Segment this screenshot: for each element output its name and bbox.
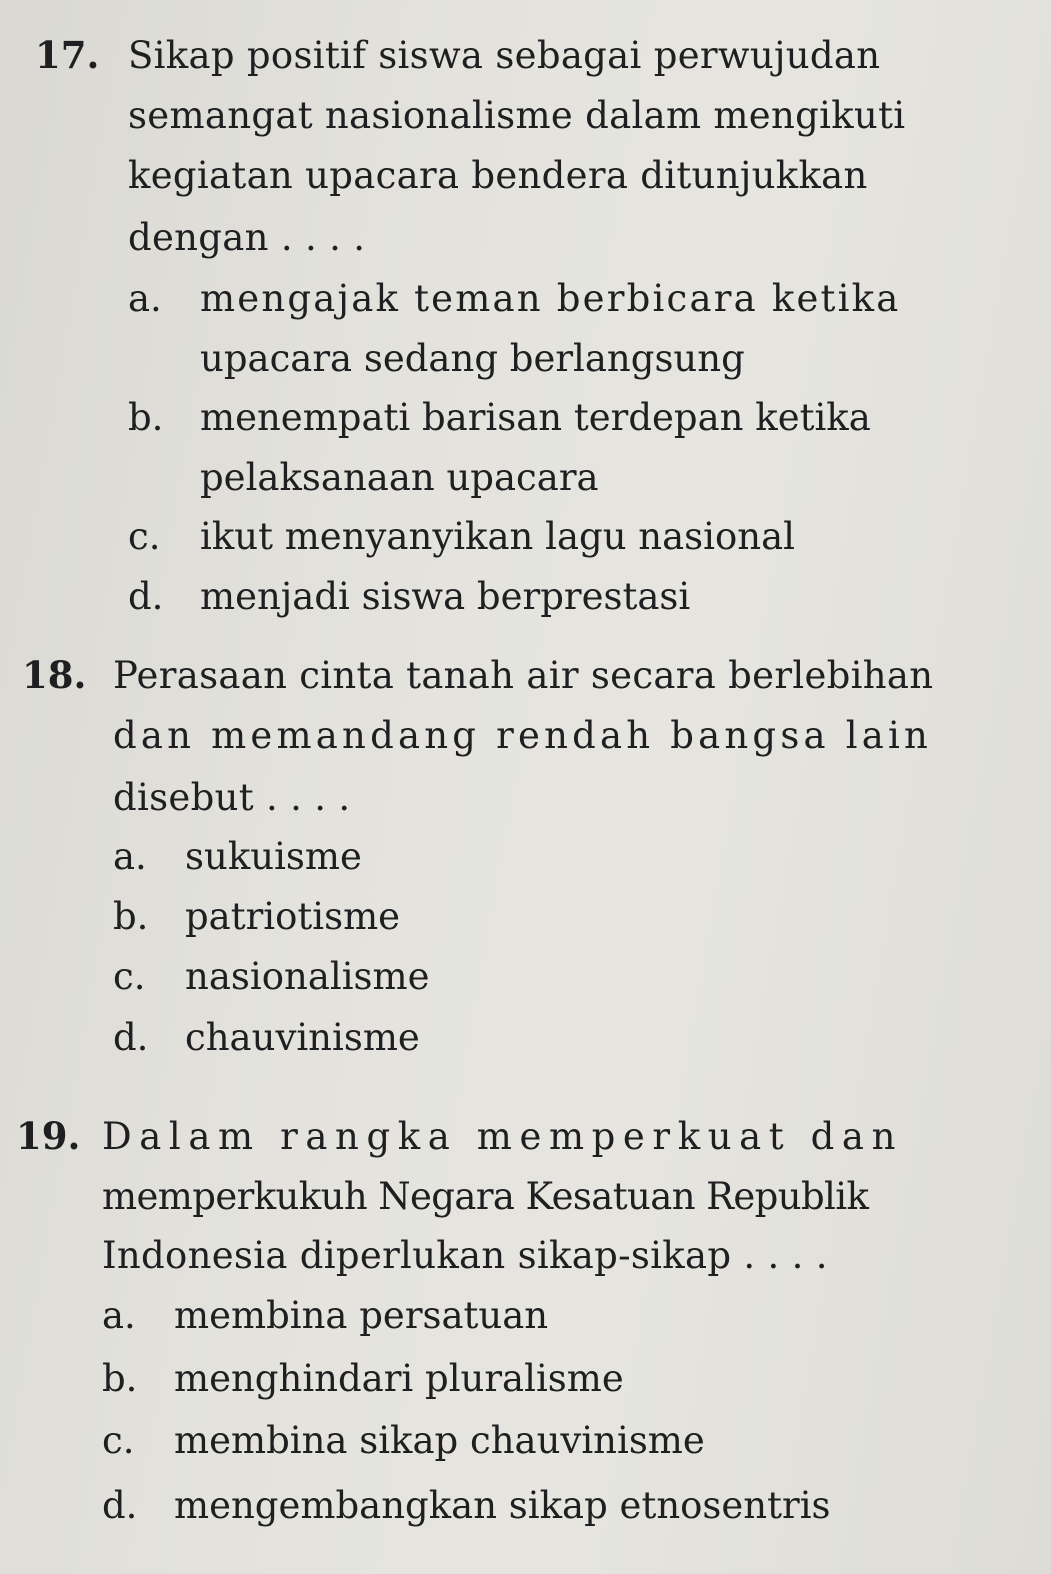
option-letter: d.	[102, 1484, 138, 1527]
option-letter: c.	[128, 515, 161, 558]
option-text: membina sikap chauvinisme	[174, 1419, 705, 1462]
question-stem-line: disebut . . . .	[113, 776, 351, 819]
answer-option-c[interactable]	[102, 1419, 705, 1462]
option-letter: c.	[102, 1419, 135, 1462]
answer-option-a[interactable]	[102, 1294, 549, 1337]
question-stem-line: semangat nasionalisme dalam mengikuti	[128, 94, 906, 137]
option-letter: d.	[113, 1016, 149, 1059]
option-text: nasionalisme	[185, 955, 430, 998]
option-letter: b.	[128, 396, 164, 439]
question-stem-line: Indonesia diperlukan sikap-sikap . . . .	[102, 1234, 828, 1277]
option-text: menempati barisan terdepan ketika	[200, 396, 871, 439]
question-stem-line: kegiatan upacara bendera ditunjukkan	[128, 154, 868, 197]
question-number: 17.	[35, 33, 100, 77]
option-text: membina persatuan	[174, 1294, 549, 1337]
option-text: sukuisme	[185, 835, 362, 878]
option-text: pelaksanaan upacara	[200, 456, 599, 499]
answer-option-d[interactable]	[128, 575, 691, 618]
answer-option-a[interactable]	[128, 277, 901, 320]
question-stem-line: Sikap positif siswa sebagai perwujudan	[128, 34, 881, 77]
option-text: upacara sedang berlangsung	[200, 337, 745, 380]
option-text: mengembangkan sikap etnosentris	[174, 1484, 831, 1527]
option-text: ikut menyanyikan lagu nasional	[200, 515, 795, 558]
option-letter: a.	[128, 277, 162, 320]
answer-option-c[interactable]	[113, 955, 430, 998]
answer-option-b-continued	[200, 456, 599, 499]
question-stem-line: dan memandang rendah bangsa lain	[113, 714, 933, 757]
question-stem-line: Dalam rangka memperkuat dan	[102, 1115, 904, 1158]
option-text: menghindari pluralisme	[174, 1357, 624, 1400]
option-text: mengajak teman berbicara ketika	[200, 277, 901, 320]
answer-option-d[interactable]	[102, 1484, 831, 1527]
answer-option-c[interactable]	[128, 515, 795, 558]
answer-option-b[interactable]	[128, 396, 871, 439]
option-letter: d.	[128, 575, 164, 618]
option-letter: a.	[102, 1294, 136, 1337]
answer-option-a[interactable]	[113, 835, 362, 878]
option-text: patriotisme	[185, 895, 401, 938]
option-text: chauvinisme	[185, 1016, 420, 1059]
answer-option-b[interactable]	[113, 895, 401, 938]
option-letter: b.	[113, 895, 149, 938]
question-number: 18.	[22, 653, 87, 697]
answer-option-d[interactable]	[113, 1016, 420, 1059]
option-letter: a.	[113, 835, 147, 878]
question-stem-line: memperkukuh Negara Kesatuan Republik	[102, 1175, 869, 1218]
option-letter: c.	[113, 955, 146, 998]
question-number: 19.	[16, 1114, 81, 1158]
question-stem-line: dengan . . . .	[128, 216, 366, 259]
question-stem-line: Perasaan cinta tanah air secara berlebihan	[113, 654, 934, 697]
answer-option-b[interactable]	[102, 1357, 624, 1400]
answer-option-a-continued	[200, 337, 745, 380]
option-letter: b.	[102, 1357, 138, 1400]
option-text: menjadi siswa berprestasi	[200, 575, 691, 618]
